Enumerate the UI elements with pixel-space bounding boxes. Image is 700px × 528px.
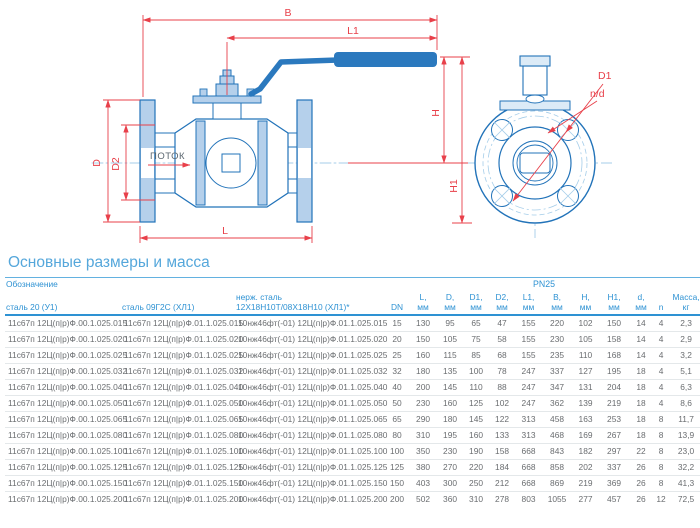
handle <box>251 52 437 94</box>
cell-h1: 297 <box>599 443 629 459</box>
designation-steel20: 11с67п 12Ц(п|р)Ф.00.1.025.150 <box>5 475 121 491</box>
designation-steel09g2s: 11с67п 12Ц(п|р)Ф.01.1.025.080 <box>121 427 235 443</box>
cell-d-bolt: 18 <box>629 379 653 395</box>
cell-dn: 125 <box>385 459 409 475</box>
cell-d1: 160 <box>463 427 489 443</box>
col-header-d-bolt: d, мм <box>629 291 653 315</box>
designation-stainless: 10нж46фт(-01) 12Ц(п|р)Ф.01.1.025.040 <box>235 379 385 395</box>
cell-mass: 41,3 <box>669 475 700 491</box>
cell-d2: 278 <box>495 494 510 505</box>
cell-n: 8 <box>653 475 669 491</box>
table-row <box>5 443 700 459</box>
cell-mass: 23,0 <box>669 443 700 459</box>
cell-l: 403 <box>409 475 437 491</box>
dim-label-H1: H1 <box>448 179 460 193</box>
designation-steel09g2s: 11с67п 12Ц(п|р)Ф.01.1.025.065 <box>121 411 235 427</box>
designation-stainless: 10нж46фт(-01) 12Ц(п|р)Ф.01.1.025.200 <box>238 494 388 505</box>
designation-steel20: 11с67п 12Ц(п|р)Ф.00.1.025.015 <box>5 315 121 332</box>
cell-n: 4 <box>653 379 669 395</box>
designation-stainless: 10нж46фт(-01) 12Ц(п|р)Ф.01.1.025.020 <box>235 331 385 347</box>
cell-b: 1055 <box>547 494 567 505</box>
cell-d2: 88 <box>489 379 515 395</box>
cell-l: 180 <box>409 363 437 379</box>
cell-d2: 47 <box>489 315 515 332</box>
cell-d: 195 <box>437 427 463 443</box>
cell-l: 150 <box>409 331 437 347</box>
designation-stainless: 10нж46фт(-01) 12Ц(п|р)Ф.01.1.025.100 <box>235 443 385 459</box>
dim-label-nd: n/d <box>590 88 605 100</box>
col-header-d2: D2, мм <box>489 291 515 315</box>
cell-b: 235 <box>542 347 572 363</box>
cell-d2: 133 <box>489 427 515 443</box>
cell-d-bolt: 26 <box>629 475 653 491</box>
cell-l: 160 <box>409 347 437 363</box>
designation-steel20: 11с67п 12Ц(п|р)Ф.00.1.025.200 <box>8 494 128 505</box>
cell-h1: 253 <box>599 411 629 427</box>
col-header-d: D, мм <box>437 291 463 315</box>
cell-mass: 13,9 <box>669 427 700 443</box>
cell-l: 230 <box>409 395 437 411</box>
cell-l1: 313 <box>515 427 542 443</box>
cell-h1: 267 <box>599 427 629 443</box>
designation-stainless: 10нж46фт(-01) 12Ц(п|р)Ф.01.1.025.080 <box>235 427 385 443</box>
cell-l1: 668 <box>515 475 542 491</box>
size-table-body <box>5 315 700 507</box>
col-header-l1: L1, мм <box>515 291 542 315</box>
cell-dn: 40 <box>385 379 409 395</box>
table-row <box>5 491 700 507</box>
cell-n: 4 <box>653 363 669 379</box>
side-view <box>92 52 437 222</box>
cell-l1: 247 <box>515 379 542 395</box>
cell-l1: 668 <box>515 443 542 459</box>
cell-dn: 20 <box>385 331 409 347</box>
col-header-steel20: сталь 20 (У1) <box>5 291 121 315</box>
cell-h1: 168 <box>599 347 629 363</box>
cell-b: 858 <box>542 459 572 475</box>
cell-h: 277 <box>578 494 593 505</box>
col-header-n: n <box>653 291 669 315</box>
cell-d1: 65 <box>463 315 489 332</box>
cell-d-bolt: 14 <box>629 315 653 332</box>
designation-steel20: 11с67п 12Ц(п|р)Ф.00.1.025.032 <box>5 363 121 379</box>
stainless-line1: нерж. сталь <box>236 291 283 302</box>
flow-label: ПОТОК <box>150 151 186 162</box>
designation-steel20: 11с67п 12Ц(п|р)Ф.00.1.025.080 <box>5 427 121 443</box>
front-stem <box>500 56 570 110</box>
cell-d-bolt: 14 <box>629 347 653 363</box>
designation-stainless: 10нж46фт(-01) 12Ц(п|р)Ф.01.1.025.065 <box>235 411 385 427</box>
cell-d1: 110 <box>463 379 489 395</box>
cell-d2: 184 <box>489 459 515 475</box>
col-header-steel09g2s: сталь 09Г2С (ХЛ1) <box>121 291 235 315</box>
col-header-mass: Масса, кг <box>669 291 700 315</box>
col-header-h: H, мм <box>572 291 599 315</box>
cell-d1: 125 <box>463 395 489 411</box>
cell-d-bolt: 18 <box>629 363 653 379</box>
cell-h: 105 <box>572 331 599 347</box>
table-row <box>5 459 700 475</box>
front-view <box>468 56 612 238</box>
designation-steel09g2s: 11с67п 12Ц(п|р)Ф.01.1.025.025 <box>121 347 235 363</box>
cell-d-bolt: 26 <box>636 494 646 505</box>
cell-h1: 150 <box>599 315 629 332</box>
cell-mass: 8,6 <box>669 395 700 411</box>
cell-mass: 6,3 <box>669 379 700 395</box>
cell-dn: 32 <box>385 363 409 379</box>
cell-l: 200 <box>409 379 437 395</box>
cell-d: 115 <box>437 347 463 363</box>
cell-h1: 195 <box>599 363 629 379</box>
stainless-line2: 12Х18Н10Т/08Х18Н10 (ХЛ1)* <box>236 302 350 313</box>
cell-d: 105 <box>437 331 463 347</box>
designation-steel09g2s: 11с67п 12Ц(п|р)Ф.01.1.025.150 <box>121 475 235 491</box>
dim-label-L: L <box>222 225 228 237</box>
cell-n: 4 <box>653 347 669 363</box>
cell-h1: 204 <box>599 379 629 395</box>
cell-d2: 158 <box>489 443 515 459</box>
table-row <box>5 363 700 379</box>
col-header-h1: H1, мм <box>599 291 629 315</box>
designation-stainless: 10нж46фт(-01) 12Ц(п|р)Ф.01.1.025.150 <box>235 475 385 491</box>
cell-d-bolt: 18 <box>629 395 653 411</box>
cell-l1: 313 <box>515 411 542 427</box>
cell-d-bolt: 18 <box>629 411 653 427</box>
cell-h: 182 <box>572 443 599 459</box>
cell-dn: 50 <box>385 395 409 411</box>
designation-steel09g2s: 11с67п 12Ц(п|р)Ф.01.1.025.015 <box>121 315 235 332</box>
cell-l1: 247 <box>515 363 542 379</box>
cell-b: 843 <box>542 443 572 459</box>
cell-l: 290 <box>409 411 437 427</box>
table-row <box>5 411 700 427</box>
dim-label-D1: D1 <box>598 70 612 82</box>
cell-l1: 247 <box>515 395 542 411</box>
cell-h: 110 <box>572 347 599 363</box>
cell-n: 8 <box>653 459 669 475</box>
cell-n: 8 <box>653 427 669 443</box>
cell-d-bolt: 22 <box>629 443 653 459</box>
port <box>520 153 550 173</box>
cell-d: 145 <box>437 379 463 395</box>
cell-l1: 803 <box>521 494 536 505</box>
dim-label-D: D <box>91 159 103 167</box>
cell-n: 8 <box>653 411 669 427</box>
cell-l1: 155 <box>515 347 542 363</box>
cell-n: 4 <box>653 315 669 332</box>
designation-steel09g2s: 11с67п 12Ц(п|р)Ф.01.1.025.020 <box>121 331 235 347</box>
cell-h: 219 <box>572 475 599 491</box>
pn-header: PN25 <box>533 279 556 289</box>
designation-stainless: 10нж46фт(-01) 12Ц(п|р)Ф.01.1.025.050 <box>235 395 385 411</box>
cell-h: 169 <box>572 427 599 443</box>
cell-d: 300 <box>437 475 463 491</box>
table-row <box>5 331 700 347</box>
cell-h: 102 <box>572 315 599 332</box>
cell-d2: 122 <box>489 411 515 427</box>
cell-mass: 3,2 <box>669 347 700 363</box>
cell-d2: 68 <box>489 347 515 363</box>
cell-d1: 75 <box>463 331 489 347</box>
designation-steel09g2s: 11с67п 12Ц(п|р)Ф.01.1.025.200 <box>124 494 244 505</box>
cell-mass: 2,3 <box>669 315 700 332</box>
designation-steel09g2s: 11с67п 12Ц(п|р)Ф.01.1.025.032 <box>121 363 235 379</box>
cell-n: 4 <box>653 331 669 347</box>
cell-l1: 155 <box>515 331 542 347</box>
dim-label-D2: D2 <box>110 157 122 171</box>
cell-h1: 457 <box>607 494 622 505</box>
cell-h1: 158 <box>599 331 629 347</box>
col-header-l: L, мм <box>409 291 437 315</box>
col-header-d1: D1, мм <box>463 291 489 315</box>
cell-h: 202 <box>572 459 599 475</box>
cell-l: 350 <box>409 443 437 459</box>
table-row <box>5 315 700 332</box>
cell-d: 135 <box>437 363 463 379</box>
cell-b: 337 <box>542 363 572 379</box>
cell-b: 220 <box>542 315 572 332</box>
cell-mass: 2,9 <box>669 331 700 347</box>
cell-n: 12 <box>656 494 666 505</box>
cell-n: 4 <box>653 395 669 411</box>
cell-d-bolt: 18 <box>629 427 653 443</box>
designation-steel09g2s: 11с67п 12Ц(п|р)Ф.01.1.025.125 <box>121 459 235 475</box>
cell-d: 360 <box>443 494 458 505</box>
cell-l: 502 <box>416 494 431 505</box>
valve-drawing-svg <box>0 0 700 250</box>
cell-h1: 369 <box>599 475 629 491</box>
col-header-stainless <box>235 291 385 315</box>
cell-n: 8 <box>653 443 669 459</box>
cell-d: 160 <box>437 395 463 411</box>
cell-dn: 100 <box>385 443 409 459</box>
cell-d1: 250 <box>463 475 489 491</box>
cell-d1: 190 <box>463 443 489 459</box>
cell-b: 347 <box>542 379 572 395</box>
cell-dn: 200 <box>390 494 405 505</box>
cell-d1: 145 <box>463 411 489 427</box>
cell-d1: 85 <box>463 347 489 363</box>
cell-d2: 58 <box>489 331 515 347</box>
designation-steel20: 11с67п 12Ц(п|р)Ф.00.1.025.100 <box>5 443 121 459</box>
designation-header: Обозначение <box>6 279 58 289</box>
table-row <box>5 427 700 443</box>
cell-b: 230 <box>542 331 572 347</box>
cell-b: 468 <box>542 427 572 443</box>
cell-b: 869 <box>542 475 572 491</box>
dim-label-B: B <box>284 7 292 19</box>
designation-steel20: 11с67п 12Ц(п|р)Ф.00.1.025.050 <box>5 395 121 411</box>
cell-d2: 212 <box>489 475 515 491</box>
cell-d1: 220 <box>463 459 489 475</box>
designation-stainless: 10нж46фт(-01) 12Ц(п|р)Ф.01.1.025.015 <box>235 315 385 332</box>
cell-mass: 11,7 <box>669 411 700 427</box>
valve-technical-drawing <box>0 0 700 250</box>
cell-h: 127 <box>572 363 599 379</box>
cell-h: 163 <box>572 411 599 427</box>
dimensions-table <box>5 277 700 507</box>
cell-b: 362 <box>542 395 572 411</box>
designation-steel09g2s: 11с67п 12Ц(п|р)Ф.01.1.025.040 <box>121 379 235 395</box>
cell-d1: 100 <box>463 363 489 379</box>
cell-l1: 155 <box>515 315 542 332</box>
cell-d: 270 <box>437 459 463 475</box>
cell-l: 380 <box>409 459 437 475</box>
cell-dn: 150 <box>385 475 409 491</box>
cell-d: 180 <box>437 411 463 427</box>
cell-d: 95 <box>437 315 463 332</box>
cell-dn: 80 <box>385 427 409 443</box>
cell-h: 139 <box>572 395 599 411</box>
designation-steel09g2s: 11с67п 12Ц(п|р)Ф.01.1.025.050 <box>121 395 235 411</box>
cell-l: 130 <box>409 315 437 332</box>
cell-mass: 5,1 <box>669 363 700 379</box>
cell-h: 131 <box>572 379 599 395</box>
designation-steel20: 11с67п 12Ц(п|р)Ф.00.1.025.125 <box>5 459 121 475</box>
designation-steel20: 11с67п 12Ц(п|р)Ф.00.1.025.065 <box>5 411 121 427</box>
cell-b: 458 <box>542 411 572 427</box>
table-row <box>5 395 700 411</box>
table-row <box>5 347 700 363</box>
cell-mass: 72,5 <box>677 494 695 505</box>
cell-d2: 78 <box>489 363 515 379</box>
cell-dn: 65 <box>385 411 409 427</box>
designation-steel20: 11с67п 12Ц(п|р)Ф.00.1.025.040 <box>5 379 121 395</box>
designation-steel09g2s: 11с67п 12Ц(п|р)Ф.01.1.025.100 <box>121 443 235 459</box>
cell-d-bolt: 14 <box>629 331 653 347</box>
cell-h1: 219 <box>599 395 629 411</box>
col-header-b: B, мм <box>542 291 572 315</box>
designation-stainless: 10нж46фт(-01) 12Ц(п|р)Ф.01.1.025.032 <box>235 363 385 379</box>
dim-label-H: H <box>430 109 442 117</box>
section-title: Основные размеры и масса <box>8 254 210 271</box>
cell-l: 310 <box>409 427 437 443</box>
cell-d: 230 <box>437 443 463 459</box>
designation-stainless: 10нж46фт(-01) 12Ц(п|р)Ф.01.1.025.025 <box>235 347 385 363</box>
col-header-dn: DN <box>385 291 409 315</box>
designation-steel20: 11с67п 12Ц(п|р)Ф.00.1.025.020 <box>5 331 121 347</box>
table-row <box>5 475 700 491</box>
cell-d-bolt: 26 <box>629 459 653 475</box>
table-row <box>5 379 700 395</box>
cell-dn: 25 <box>385 347 409 363</box>
dim-label-L1: L1 <box>347 25 359 37</box>
cell-h1: 337 <box>599 459 629 475</box>
cell-d2: 102 <box>489 395 515 411</box>
cell-mass: 32,2 <box>669 459 700 475</box>
cell-d1: 310 <box>469 494 484 505</box>
cell-l1: 668 <box>515 459 542 475</box>
designation-stainless: 10нж46фт(-01) 12Ц(п|р)Ф.01.1.025.125 <box>235 459 385 475</box>
cell-dn: 15 <box>385 315 409 332</box>
designation-steel20: 11с67п 12Ц(п|р)Ф.00.1.025.025 <box>5 347 121 363</box>
